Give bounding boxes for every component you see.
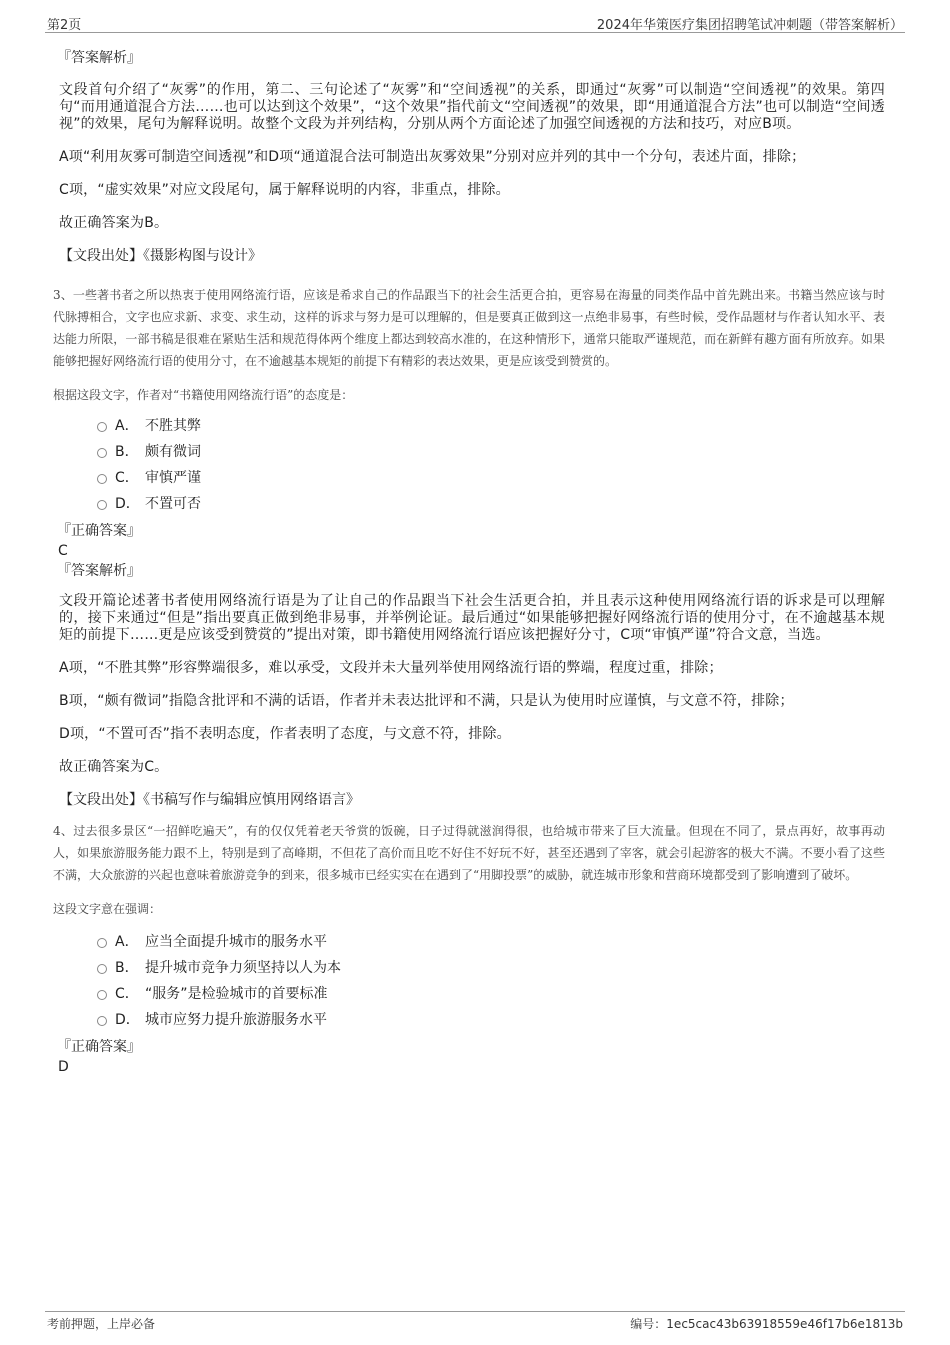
correct-answer: D (58, 1059, 69, 1075)
option-text: 不胜其弊 (145, 418, 201, 434)
question-3 (53, 284, 885, 810)
option-letter: B． (115, 444, 139, 460)
footer-slogan: 考前押题，上岸必备 (47, 1317, 156, 1331)
option-d[interactable] (57, 491, 885, 517)
option-text: 不置可否 (145, 496, 201, 512)
option-text: 颇有微词 (145, 444, 201, 460)
passage-source: 【文段出处】《书稿写作与编辑应慎用网络语言》 (59, 792, 360, 808)
radio-button[interactable] (97, 422, 107, 432)
document-serial: 编号：1ec5cac43b63918559e46f17b6e1813b (630, 1317, 903, 1331)
option-a[interactable] (57, 929, 885, 955)
question-prompt: 这段文字意在强调： (53, 902, 162, 916)
radio-button[interactable] (97, 500, 107, 510)
analysis-label: 『答案解析』 (57, 563, 141, 579)
option-a[interactable] (57, 413, 885, 439)
option-letter: C． (115, 470, 139, 486)
document-title: 2024年华策医疗集团招聘笔试冲刺题（带答案解析） (596, 18, 903, 33)
analysis-paragraph: B项，“颇有微词”指隐含批评和不满的话语，作者并未表达批评和不满，只是认为使用时应谨慎，与文意不符，排除； (59, 693, 794, 709)
radio-button[interactable] (97, 474, 107, 484)
option-text: 审慎严谨 (145, 470, 201, 486)
analysis-paragraph: 故正确答案为C。 (59, 759, 169, 775)
option-letter: D． (115, 1012, 140, 1028)
option-letter: D． (115, 496, 140, 512)
option-d[interactable] (57, 1007, 885, 1033)
analysis-paragraph: D项，“不置可否”指不表明态度，作者表明了态度，与文意不符，排除。 (59, 726, 511, 742)
option-text: 城市应努力提升旅游服务水平 (145, 1012, 327, 1028)
analysis-paragraph: 文段首句介绍了“灰雾”的作用，第二、三句论述了“灰雾”和“空间透视”的关系，即通过“灰雾”可以制造“空间透视”的效果。第四句“而用通道混合方法……也可以达到这个效果”，“这个效果”指代前文“空间透视”的效果，即“用通道混合方法”也可以制造“空间透视”的效果，尾句为解释说明。故整个文段为并列结构，分别从两个方面论述了加强空间透视的方法和技巧，对应B项。 (59, 82, 885, 132)
analysis-label: 『答案解析』 (57, 50, 141, 66)
question-text: 4、过去很多景区“一招鲜吃遍天”，有的仅仅凭着老天爷赏的饭碗，日子过得就滋润得很，也给城市带来了巨大流量。但现在不同了，景点再好，故事再动人，如果旅游服务能力跟不上，特别是到了高峰期，不但花了高价而且吃不好住不好玩不好，甚至还遇到了宰客，就会引起游客的极大不满。不要小看了这些不满，大众旅游的兴起也意味着旅游竞争的到来，很多城市已经实实在在遇到了“用脚投票”的威胁，就连城市形象和营商环境都受到了影响遭到了破坏。 (53, 824, 885, 882)
radio-button[interactable] (97, 1016, 107, 1026)
option-list (57, 413, 885, 517)
page-number: 第2页 (47, 18, 82, 33)
option-letter: B． (115, 960, 139, 976)
question-prompt: 根据这段文字，作者对“书籍使用网络流行语”的态度是： (53, 388, 354, 402)
page-content (53, 46, 885, 1077)
q2-analysis-section (57, 48, 885, 266)
option-list (57, 929, 885, 1033)
analysis-paragraph: 文段开篇论述著书者使用网络流行语是为了让自己的作品跟当下社会生活更合拍，并且表示这种使用网络流行语的诉求是可以理解的，接下来通过“但是”指出要真正做到绝非易事，并举例论证。最后通过“如果能够把握好网络流行语的使用分寸，在不逾越基本规矩的前提下……更是应该受到赞赏的”提出对策，即书籍使用网络流行语应该把握好分寸，C项“审慎严谨”符合文意，当选。 (59, 593, 885, 643)
option-b[interactable] (57, 955, 885, 981)
option-b[interactable] (57, 439, 885, 465)
option-letter: A． (115, 418, 139, 434)
option-c[interactable] (57, 465, 885, 491)
option-letter: C． (115, 986, 139, 1002)
correct-answer-label: 『正确答案』 (57, 1039, 141, 1055)
page-footer (45, 1311, 905, 1334)
analysis-paragraph: C项，“虚实效果”对应文段尾句，属于解释说明的内容，非重点，排除。 (59, 182, 510, 198)
option-letter: A． (115, 934, 139, 950)
question-4 (53, 820, 885, 1077)
option-text: 提升城市竞争力须坚持以人为本 (145, 960, 341, 976)
passage-source: 【文段出处】《摄影构图与设计》 (59, 248, 262, 264)
analysis-paragraph: A项“利用灰雾可制造空间透视”和D项“通道混合法可制造出灰雾效果”分别对应并列的其中一个分句，表述片面，排除； (59, 149, 806, 165)
radio-button[interactable] (97, 964, 107, 974)
option-c[interactable] (57, 981, 885, 1007)
radio-button[interactable] (97, 990, 107, 1000)
option-text: 应当全面提升城市的服务水平 (145, 934, 327, 950)
analysis-paragraph: 故正确答案为B。 (59, 215, 169, 231)
page-header (45, 14, 905, 33)
question-text: 3、一些著书者之所以热衷于使用网络流行语，应该是希求自己的作品跟当下的社会生活更合拍，更容易在海量的同类作品中首先跳出来。书籍当然应该与时代脉搏相合，文字也应求新、求变、求生动，这样的诉求与努力是可以理解的，但是要真正做到这一点绝非易事，有些时候，受作品题材与作者认知水平、表达能力所限，一部书稿是很难在紧贴生活和规范得体两个维度上都达到较高水准的，在这种情形下，通常只能取严谨规范，而在新鲜有趣方面有所放弃。如果能够把握好网络流行语的使用分寸，在不逾越基本规矩的前提下有精彩的表达效果，更是应该受到赞赏的。 (53, 288, 885, 368)
radio-button[interactable] (97, 938, 107, 948)
radio-button[interactable] (97, 448, 107, 458)
option-text: “服务”是检验城市的首要标准 (145, 986, 328, 1002)
correct-answer-label: 『正确答案』 (57, 523, 141, 539)
analysis-paragraph: A项，“不胜其弊”形容弊端很多，难以承受，文段并未大量列举使用网络流行语的弊端，程度过重，排除； (59, 660, 723, 676)
correct-answer: C (58, 543, 68, 559)
